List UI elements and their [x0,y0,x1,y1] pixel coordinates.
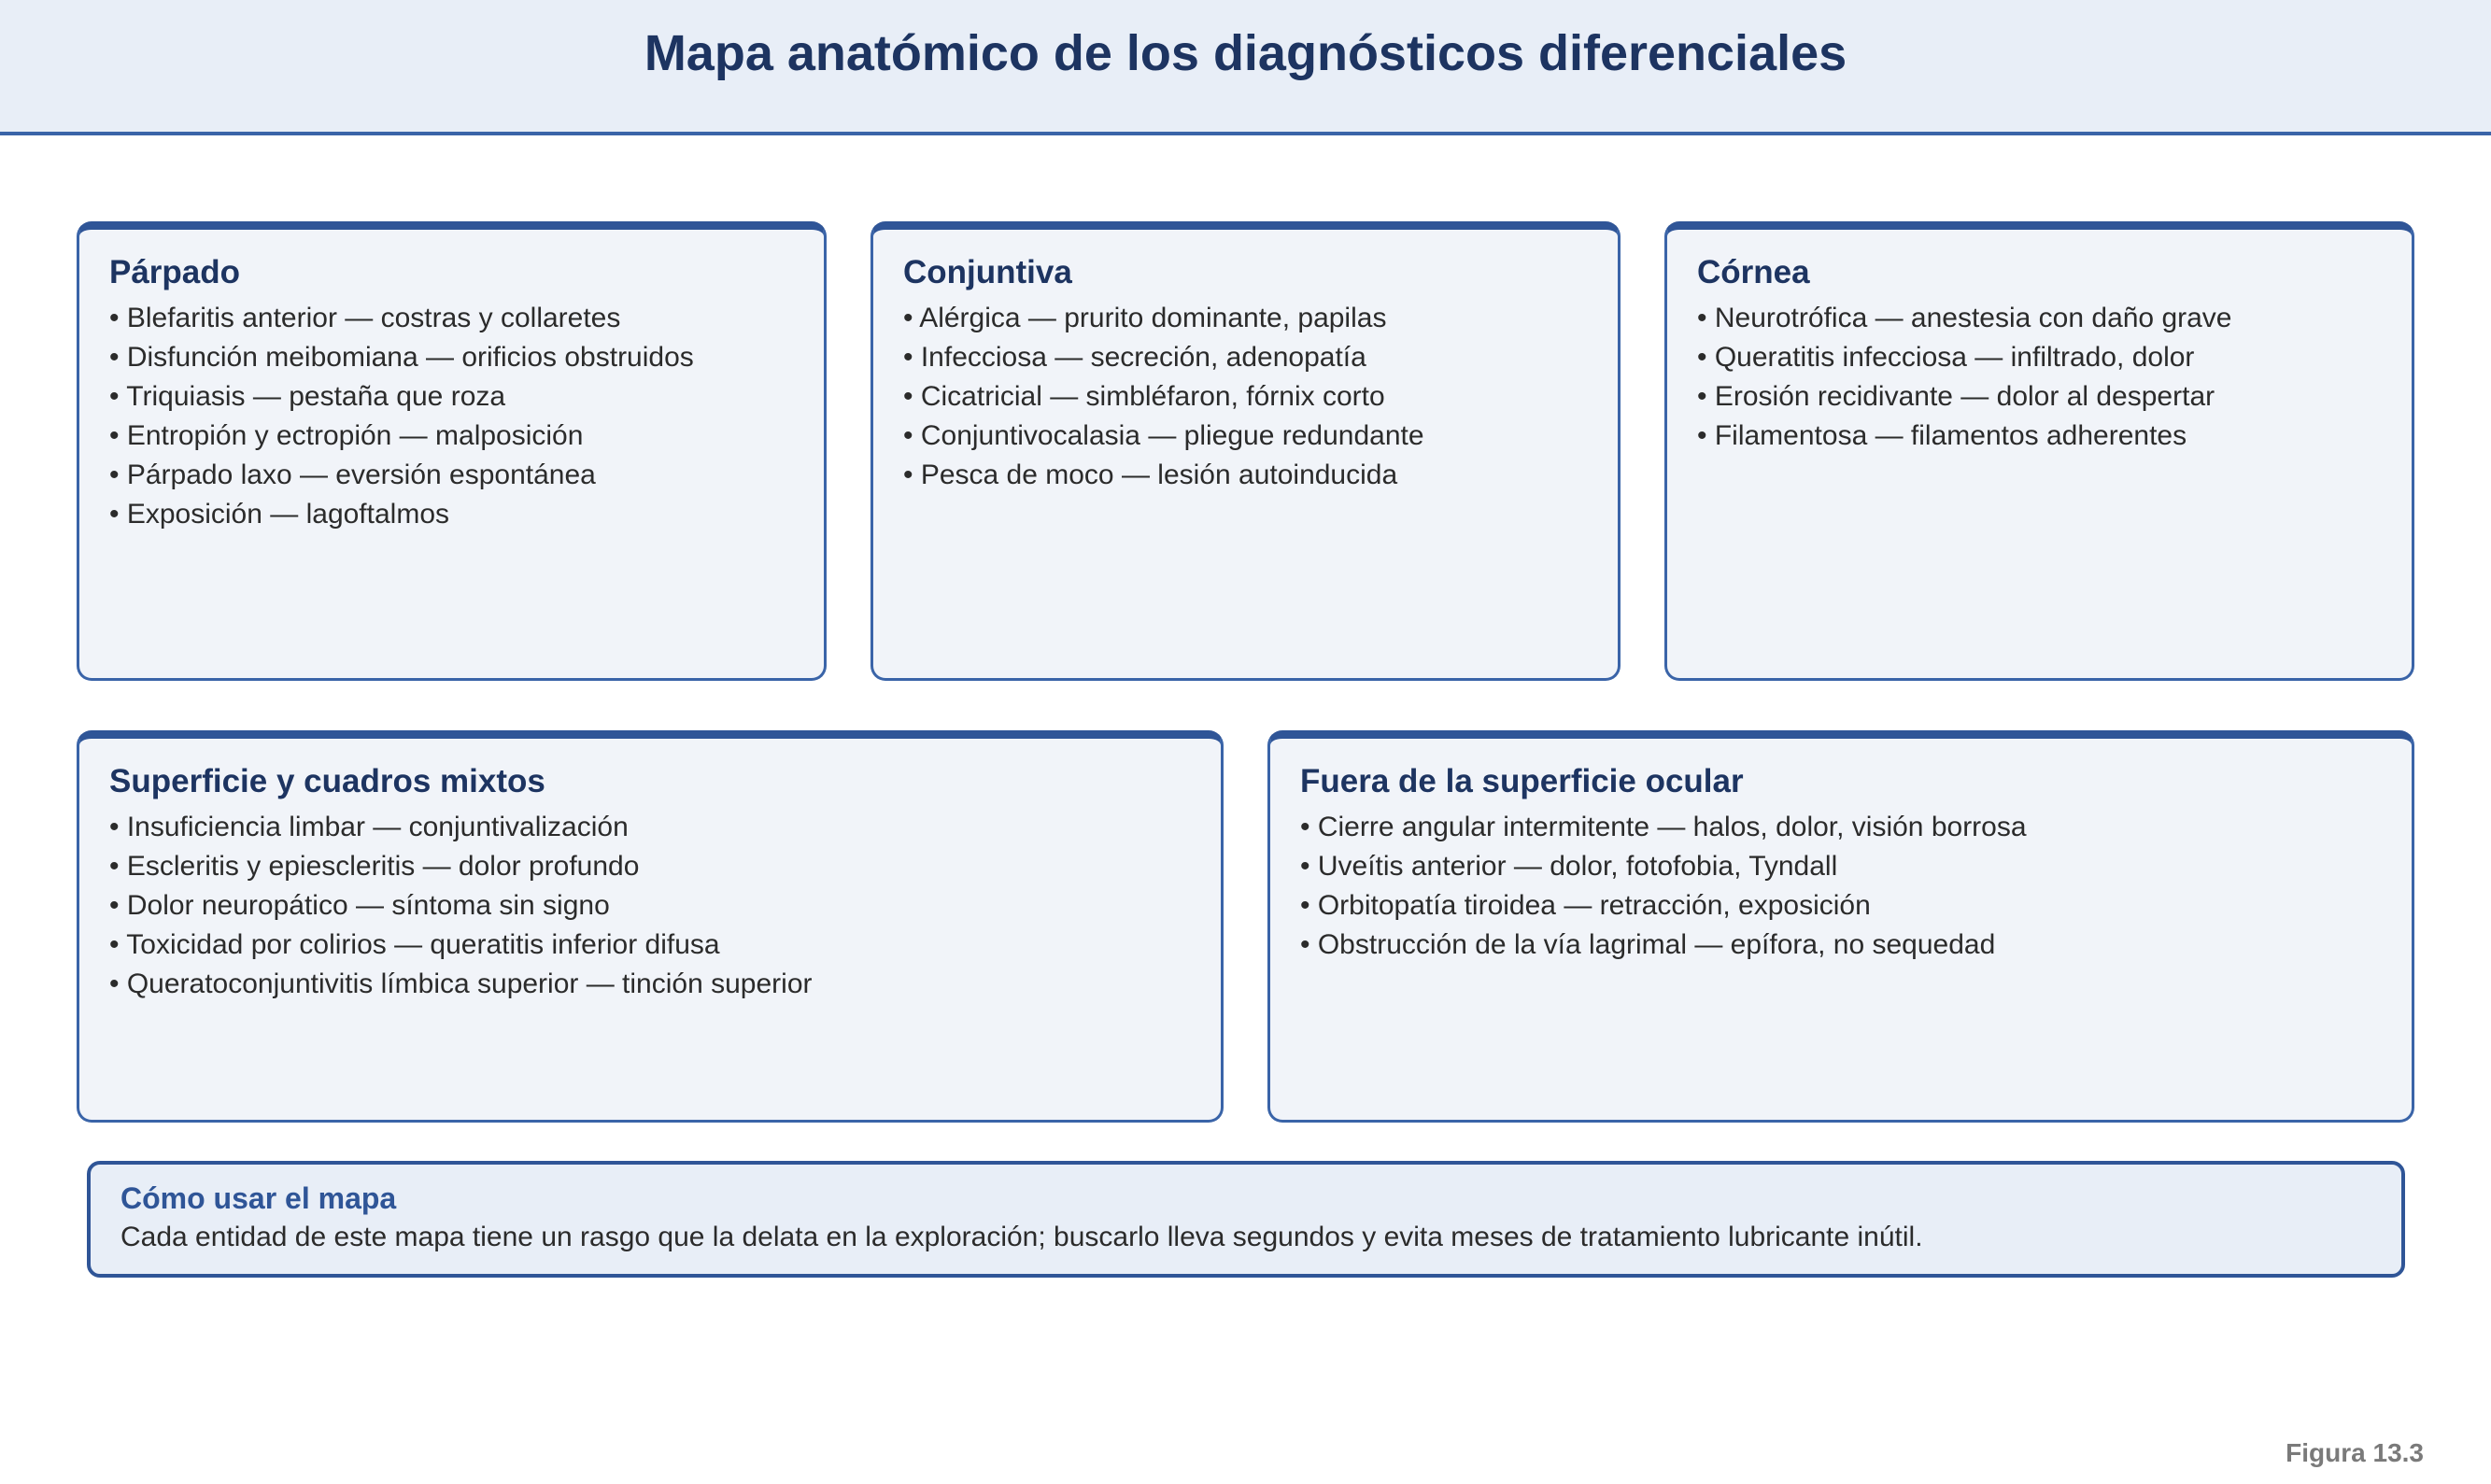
card-list [109,299,794,534]
list-item: • Obstrucción de la vía lagrimal — epífora, no sequedad [1300,926,2382,965]
note-text: Cada entidad de este mapa tiene un rasgo que la delata en la exploración; buscarlo lleva segundos y evita meses de tratamiento lubricante inútil. [120,1222,1923,1252]
card-list [903,299,1588,495]
list-item: • Blefaritis anterior — costras y collaretes [109,299,794,338]
list-item: • Filamentosa — filamentos adherentes [1697,417,2382,456]
card-title: Fuera de la superficie ocular [1300,763,1744,799]
card-fuera-superficie [1267,730,2414,1123]
figure-label: Figura 13.3 [2286,1438,2424,1467]
list-item: • Disfunción meibomiana — orificios obstruidos [109,338,794,377]
list-item: • Dolor neuropático — síntoma sin signo [109,886,1191,926]
card-title: Superficie y cuadros mixtos [109,763,545,799]
card-list [1697,299,2382,456]
list-item: • Conjuntivocalasia — pliegue redundante [903,417,1588,456]
card-title: Córnea [1697,254,1810,290]
list-item: • Infecciosa — secreción, adenopatía [903,338,1588,377]
card-title: Párpado [109,254,241,290]
card-list [1300,808,2382,965]
list-item: • Párpado laxo — eversión espontánea [109,456,794,495]
list-item: • Insuficiencia limbar — conjuntivalización [109,808,1191,847]
list-item: • Erosión recidivante — dolor al despertar [1697,377,2382,417]
card-parpado [77,221,827,681]
list-item: • Queratitis infecciosa — infiltrado, dolor [1697,338,2382,377]
list-item: • Uveítis anterior — dolor, fotofobia, Tyndall [1300,847,2382,886]
card-list [109,808,1191,1004]
list-item: • Escleritis y epiescleritis — dolor profundo [109,847,1191,886]
list-item: • Exposición — lagoftalmos [109,495,794,534]
list-item: • Triquiasis — pestaña que roza [109,377,794,417]
list-item: • Cierre angular intermitente — halos, dolor, visión borrosa [1300,808,2382,847]
card-cornea [1664,221,2414,681]
card-conjuntiva [870,221,1621,681]
list-item: • Neurotrófica — anestesia con daño grave [1697,299,2382,338]
list-item: • Pesca de moco — lesión autoinducida [903,456,1588,495]
list-item: • Alérgica — prurito dominante, papilas [903,299,1588,338]
note-title: Cómo usar el mapa [120,1181,397,1215]
usage-note [87,1161,2405,1278]
page-header [0,0,2491,135]
list-item: • Entropión y ectropión — malposición [109,417,794,456]
card-title: Conjuntiva [903,254,1072,290]
list-item: • Orbitopatía tiroidea — retracción, exposición [1300,886,2382,926]
list-item: • Toxicidad por colirios — queratitis inferior difusa [109,926,1191,965]
list-item: • Queratoconjuntivitis límbica superior — tinción superior [109,965,1191,1004]
page-title: Mapa anatómico de los diagnósticos diferenciales [644,25,1847,81]
card-superficie-mixtos [77,730,1224,1123]
list-item: • Cicatricial — simbléfaron, fórnix corto [903,377,1588,417]
